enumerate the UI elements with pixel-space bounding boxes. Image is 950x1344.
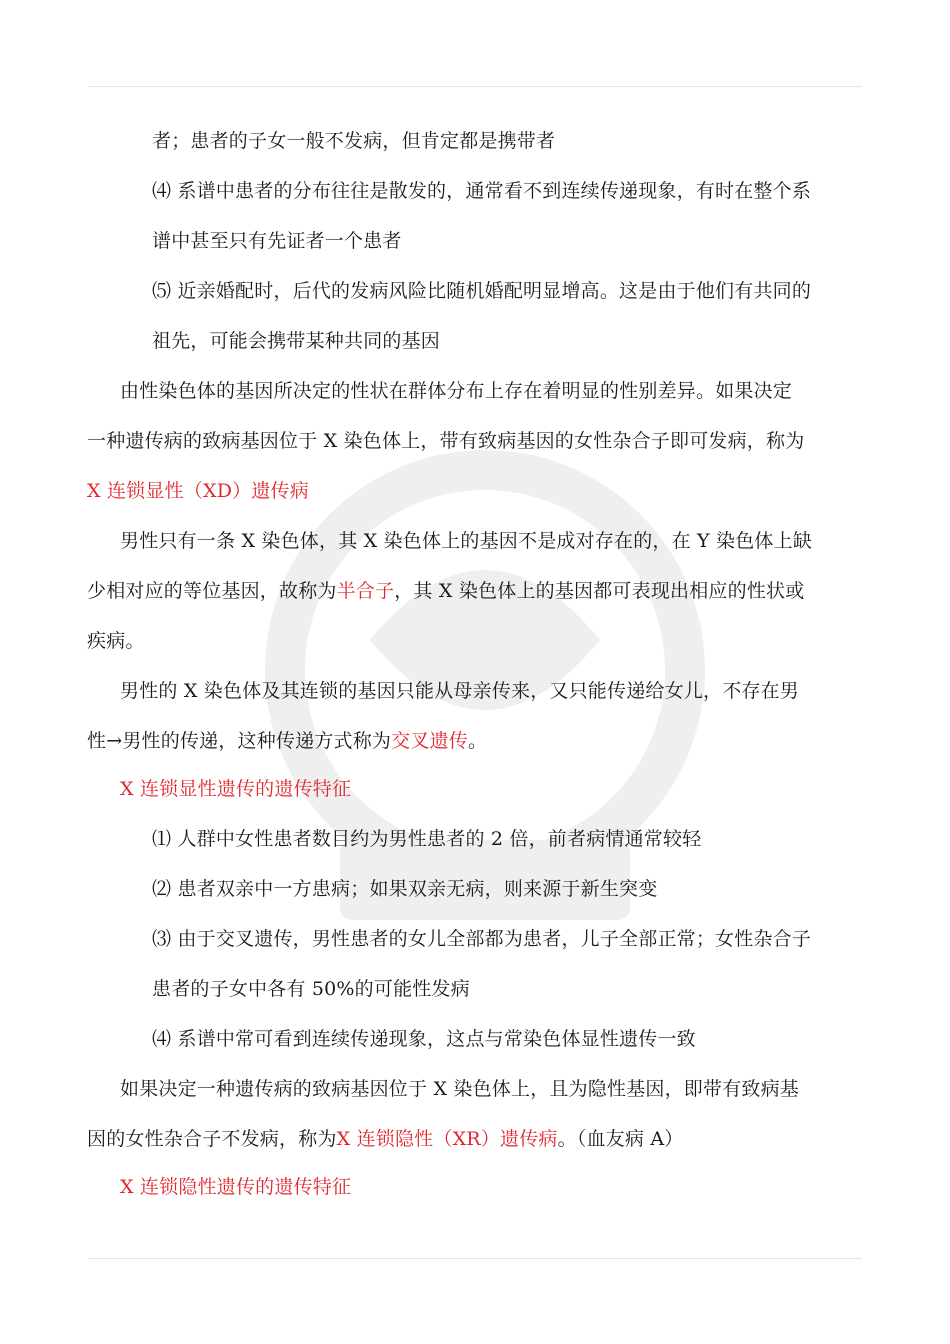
paragraph-line: 如果决定一种遗传病的致病基因位于 X 染色体上，且为隐性基因，即带有致病基 (120, 1078, 800, 1100)
list-item-3: ⑶ 由于交叉遗传，男性患者的女儿全部都为患者，儿子全部正常；女性杂合子 (152, 928, 812, 950)
term-xr: X 连锁隐性（XR）遗传病 (336, 1128, 558, 1150)
body-line: 谱中甚至只有先证者一个患者 (152, 230, 402, 252)
paragraph-line: 疾病。 (87, 630, 145, 652)
body-line: 患者的子女中各有 50%的可能性发病 (152, 978, 470, 1000)
list-item-5: ⑸ 近亲婚配时，后代的发病风险比随机婚配明显增高。这是由于他们有共同的 (152, 280, 812, 302)
term-xd: X 连锁显性（XD）遗传病 (87, 480, 309, 502)
header-rule (88, 86, 862, 87)
footer-rule (88, 1258, 862, 1259)
text-run: ，其 X 染色体上的基因都可表现出相应的性状或 (394, 580, 805, 602)
list-item-1: ⑴ 人群中女性患者数目约为男性患者的 2 倍，前者病情通常较轻 (152, 828, 702, 850)
paragraph-line (87, 1126, 683, 1152)
term-hemizygote: 半合子 (336, 580, 395, 602)
term-criss-cross: 交叉遗传 (391, 730, 468, 752)
section-heading-xr: X 连锁隐性遗传的遗传特征 (120, 1176, 352, 1198)
text-run: 因的女性杂合子不发病，称为 (87, 1128, 337, 1150)
paragraph-line: 一种遗传病的致病基因位于 X 染色体上，带有致病基因的女性杂合子即可发病，称为 (87, 430, 805, 452)
body-line: 祖先，可能会携带某种共同的基因 (152, 330, 441, 352)
paragraph-line (87, 578, 804, 604)
list-item-4: ⑷ 系谱中常可看到连续传递现象，这点与常染色体显性遗传一致 (152, 1028, 696, 1050)
paragraph-line (87, 728, 487, 754)
paragraph-line: 男性的 X 染色体及其连锁的基因只能从母亲传来，又只能传递给女儿，不存在男 (120, 680, 800, 702)
text-run: 。 (467, 730, 488, 752)
text-run: 少相对应的等位基因，故称为 (87, 580, 337, 602)
text-run: 。（血友病 A） (557, 1128, 684, 1150)
paragraph-line: 由性染色体的基因所决定的性状在群体分布上存在着明显的性别差异。如果决定 (120, 380, 793, 402)
list-item-2: ⑵ 患者双亲中一方患病；如果双亲无病，则来源于新生突变 (152, 878, 658, 900)
list-item-4: ⑷ 系谱中患者的分布往往是散发的，通常看不到连续传递现象，有时在整个系 (152, 180, 812, 202)
body-line: 者；患者的子女一般不发病，但肯定都是携带者 (152, 130, 556, 152)
section-heading-xd: X 连锁显性遗传的遗传特征 (120, 778, 352, 800)
text-run: 性→男性的传递，这种传递方式称为 (87, 730, 392, 752)
paragraph-line: 男性只有一条 X 染色体，其 X 染色体上的基因不是成对存在的，在 Y 染色体上缺 (120, 530, 813, 552)
